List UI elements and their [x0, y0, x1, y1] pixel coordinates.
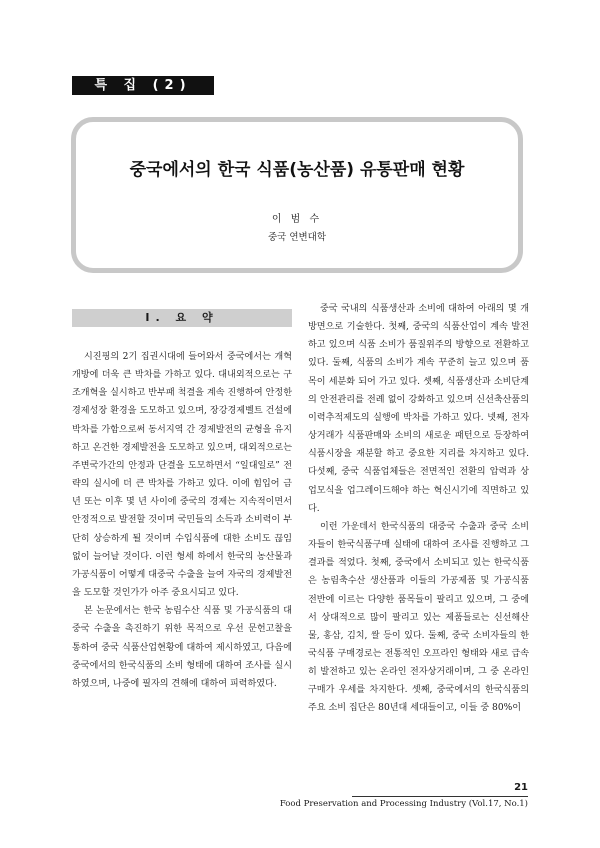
paragraph: 이런 가운데서 한국식품의 대중국 수출과 중국 소비자들이 한국식품구매 실태에 대하여 조사를 진행하고 그 결과를 적었다. 첫째, 중국에서 소비되고 있는 한국식품은 농림축수산 생산품과 이들의 가공제품 및 가공식품 전반에 이르는 다양한 품목들이 팔리고 있으며, 그 중에서 상대적으로 많이 팔리고 있는 제품들로는 신선해산물, 홍삼, 김치, 쌀 등이 있다. 둘째, 중국 소비자들의 한국식품 구매경로는 전통적인 오프라인 형태와 새로 급속히 발전하고 있는 온라인 전자상거래이며, 그 중 온라인 구매가 우세를 차지한다. 셋째, 중국에서의 한국식품의 주요 소비 집단은 80년대 세대들이고, 이들 중 80%이 [308, 521, 529, 714]
title-box [71, 117, 523, 273]
journal-name: Food Preservation and Processing Industry (Vol.17, No.1) [279, 799, 528, 809]
feature-tag: 특 집 (2) [72, 76, 214, 95]
article-title: 중국에서의 한국 식품(농산품) 유통판매 현황 [129, 160, 465, 180]
footer-rule [352, 796, 528, 797]
paragraph: 본 논문에서는 한국 농림수산 식품 및 가공식품의 대중국 수출을 촉진하기 위한 목적으로 우선 문헌고찰을 통하여 중국 식품산업현황에 대하여 제시하였고, 다음에 중국에서의 한국식품의 소비 형태에 대하여 조사를 실시하였으며, 나중에 필자의 견해에 대하여 피력하였다. [72, 606, 292, 689]
section-heading: I. 요 약 [72, 309, 292, 327]
paragraph: 시진핑의 2기 집권시대에 들어와서 중국에서는 개혁개방에 더욱 큰 박차를 가하고 있다. 대내외적으로는 구조개혁을 실시하고 반부패 척결을 계속 진행하여 안정한 경제성장 환경을 도모하고 있으며, 장강경제벨트 건설에 박차를 가함으로써 동서지역 간 경제발전의 균형을 유지하고 온건한 경제발전을 도모하고 있으며, 대외적으로는 주변국가간의 안정과 단결을 도모하면서 “일대일로” 전략의 실시에 더 큰 박차를 가하고 있다. 이에 힘입어 금년 또는 이후 몇 년 사이에 중국의 경제는 지속적이면서 안정적으로 발전할 것이며 국민들의 소득과 소비력이 부단히 상승하게 될 것이며 수입식품에 대한 소비도 끊임없이 늘어날 것이다. 이런 형세 하에서 한국의 농산물과 가공식품이 어떻게 대중국 수출을 늘여 자국의 경제발전을 도모할 것인가가 아주 중요시되고 있다. [72, 352, 292, 599]
left-column [72, 348, 292, 693]
right-column [308, 300, 529, 718]
paragraph: 중국 국내의 식품생산과 소비에 대하여 아래의 몇 개 방면으로 기술한다. 첫째, 중국의 식품산업이 계속 발전하고 있으며 식품 소비가 품질위주의 방향으로 전환하고 있다. 둘째, 식품의 소비가 계속 꾸준히 늘고 있으며 품목이 세분화 되어 가고 있다. 셋째, 식품생산과 소비단계의 안전관리를 전례 없이 강화하고 있으며 신선축산품의 이력추적제도의 실행에 박차를 가하고 있다. 넷째, 전자상거래가 식품판매와 소비의 새로운 패턴으로 등장하여 식품시장을 재분할 하고 중요한 지리를 차지하고 있다. 다섯째, 중국 식품업체들은 전면적인 전환의 압력과 상업모식을 업그레이드해야 하는 혁신시기에 직면하고 있다. [308, 304, 529, 514]
page-number: 21 [514, 782, 528, 793]
author-name: 이 범 수 [271, 214, 323, 225]
author-affiliation: 중국 연변대학 [267, 232, 327, 243]
